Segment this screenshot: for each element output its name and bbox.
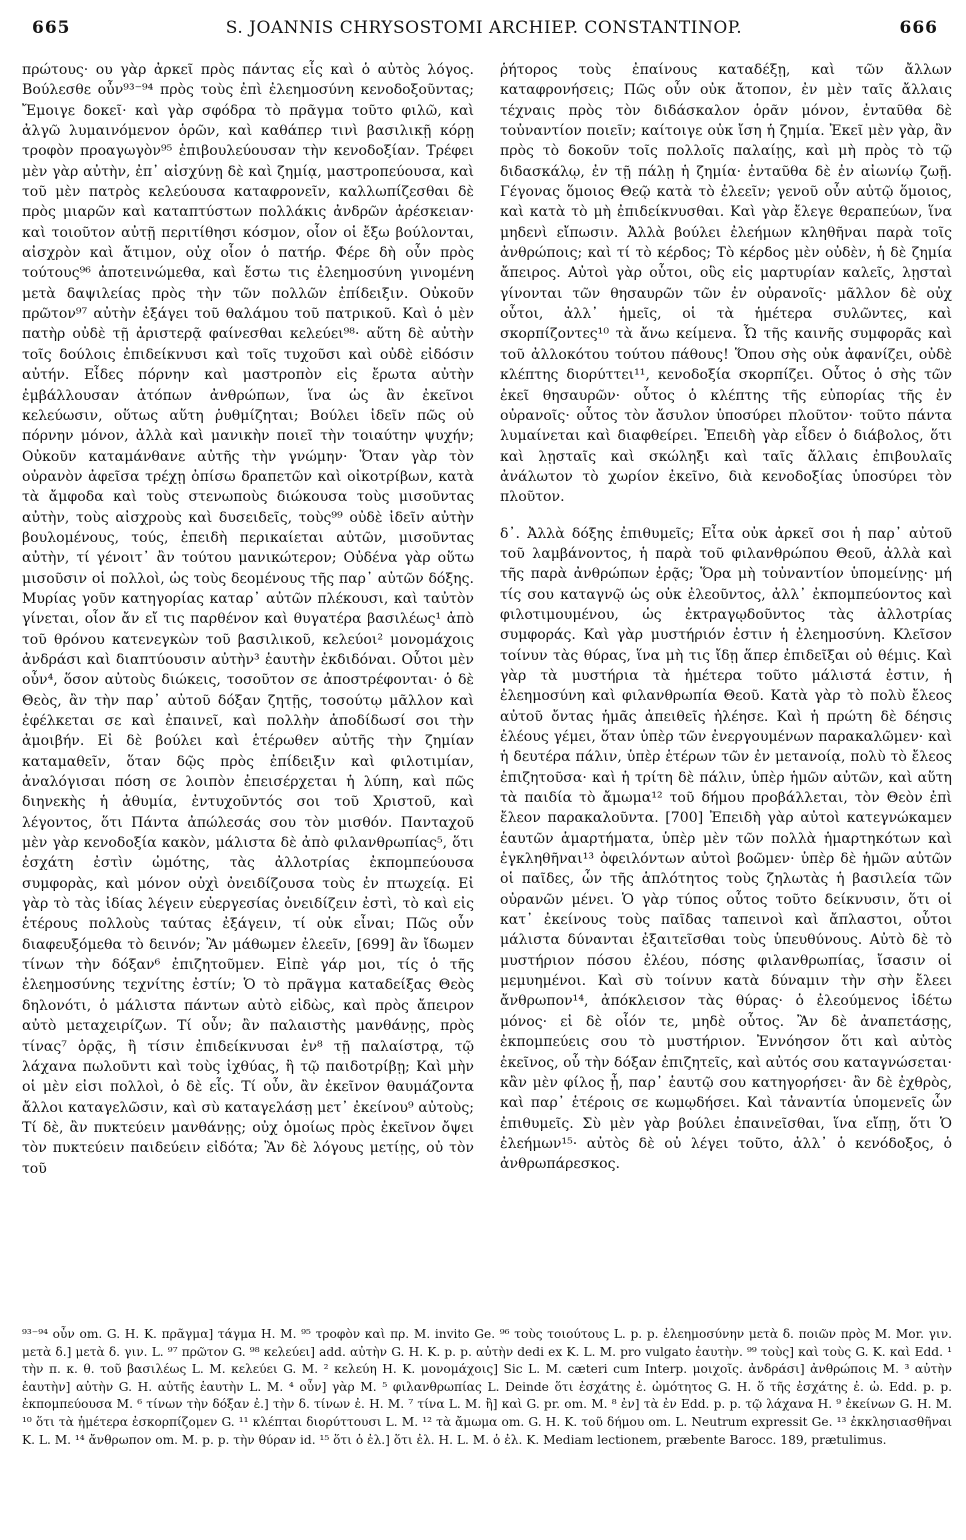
- page-number-left: 665: [32, 18, 71, 38]
- page-number-right: 666: [899, 18, 938, 38]
- running-title: S. JOANNIS CHRYSOSTOMI ARCHIEP. CONSTANTINOP.: [225, 18, 743, 38]
- paragraph: ῥήτορος τοὺς ἐπαίνους καταδέξῃ, καὶ τῶν ἄλλων καταφρονήσεις; Πῶς οὖν οὐκ ἄτοπον, ἐν μὲν ταῖς ἄλλαις τέχναις πρὸς τὸν διδάσκαλον ὁρᾶν μόνον, ἐνταῦθα δὲ τοὐναντίον ποιεῖν; καίτοιγε οὐκ ἴση ἡ ζημία. Ἐκεῖ μὲν γὰρ, ἂν πρὸς τὸ δοκοῦν τοῖς πολλοῖς παλαίῃς, καὶ μὴ πρὸς τὸ τῷ διδασκάλῳ, ἐν τῇ πάλῃ ἡ ζημία· ἐνταῦθα δὲ ἐν αἰωνίῳ ζωῇ. Γέγονας ὅμοιος Θεῷ κατὰ τὸ ἐλεεῖν; γενοῦ οὖν αὐτῷ ὅμοιος, καὶ κατὰ τὸ μὴ ἐπιδείκνυσθαι. Καὶ γὰρ ἔλεγε θεραπεύων, ἵνα μηδενὶ εἴπωσιν. Ἀλλὰ βούλει ἐλεήμων κληθῆναι παρὰ τοῖς ἀνθρώποις; καὶ τί τὸ κέρδος; Τὸ κέρδος μὲν οὐδὲν, ἡ δὲ ζημία ἄπειρος. Αὐτοὶ γὰρ οὗτοι, οὓς εἰς μαρτυρίαν καλεῖς, λῃσταὶ γίνονται τῶν θησαυρῶν τῶν ἐν οὐρανοῖς· μᾶλλον δὲ οὐχ οὗτοι, ἀλλ᾽ ἡμεῖς, οἱ τὰ ἡμέτερα συλῶντες, καὶ σκορπίζοντες¹⁰ τὰ ἄνω κείμενα. Ὦ τῆς καινῆς συμφορᾶς καὶ τοῦ ἀλλοκότου τούτου πάθους! Ὅπου σὴς οὐκ ἀφανίζει, οὐδὲ κλέπτης διορύττει¹¹, κενοδοξία σκορπίζει. Οὗτος ὁ σὴς τῶν ἐκεῖ θησαυρῶν· οὗτος ὁ κλέπτης τῆς εὐπορίας τῆς ἐν οὐρανοῖς· οὗτος τὸν ἄσυλον ὑποσύρει πλοῦτον· τοῦτο πάντα λυμαίνεται καὶ διαφθείρει. Ἐπειδὴ γὰρ εἶδεν ὁ διάβολος, ὅτι καὶ λῃσταῖς καὶ σκώληξι καὶ ταῖς ἄλλαις ἐπιβουλαῖς ἀνάλωτον τὸ χωρίον ἐκεῖνο, διὰ κενοδοξίας ὑποσύρει τὸν πλοῦτον.: [500, 62, 952, 506]
- footnotes: [22, 1326, 952, 1526]
- paragraph: πρώτους· ου γὰρ ἀρκεῖ πρὸς πάντας εἶς καὶ ὁ αὐτὸς λόγος. Βούλεσθε οὖν⁹³⁻⁹⁴ πρὸς τοὺς ἐπὶ ἐλεημοσύνη κενοδοξοῦντας; Ἔμοιγε δοκεῖ· καὶ γὰρ σφόδρα τὸ πρᾶγμα τοῦτο φιλῶ, καὶ ἀλγῶ λυμαινόμενον ὁρῶν, καὶ καθάπερ τινὶ βασιλικῇ κόρῃ τροφὸν προαγωγὸν⁹⁵ ἐπιβουλεύουσαν τὴν κενοδοξίαν. Τρέφει μὲν γὰρ αὐτὴν, ἐπ᾽ αἰσχύνῃ δὲ καὶ ζημίᾳ, μαστροπεύουσα, καὶ τοῦ μὲν πατρὸς κελεύουσα καταφρονεῖν, καλλωπίζεσθαι δὲ πρὸς μιαρῶν καὶ καταπτύστων πολλάκις ἀνδρῶν ἀρέσκειαν· καὶ τοιοῦτον αὐτῇ περιτίθησι κόσμον, οἷον οἱ ἔξω βούλονται, αἰσχρὸν καὶ ἄτιμον, οὐχ οἷον ὁ πατήρ. Φέρε δὴ οὖν πρὸς τούτους⁹⁶ ἀποτεινώμεθα, καὶ ἔστω τις ἐλεημοσύνη γινομένη μετὰ δαψιλείας πρὸς τὴν τῶν πολλῶν ἐπίδειξιν. Οὐκοῦν πρῶτον⁹⁷ αὐτὴν ἐξάγει τοῦ θαλάμου τοῦ πατρικοῦ. Καὶ ὁ μὲν πατὴρ οὐδὲ τῇ ἀριστερᾷ φαίνεσθαι κελεύει⁹⁸· αὕτη δὲ αὐτὴν τοῖς δούλοις ἐπιδείκνυσι καὶ τοῖς τυχοῦσι καὶ οὐδὲ εἰδόσιν αὐτήν. Εἶδες πόρνην καὶ μαστροπὸν εἰς ἔρωτα αὐτὴν ἐμβάλλουσαν ἀτόπων ἀνθρώπων, ἵνα ὡς ἂν ἐκεῖνοι κελεύωσιν, οὕτως αὕτη ῥυθμίζηται; Βούλει ἰδεῖν πῶς οὐ πόρνην μόνον, ἀλλὰ καὶ μανικὴν ποιεῖ τὴν τοιαύτην ψυχήν; Οὐκοῦν καταμάνθανε αὐτῆς τὴν γνώμην· Ὅταν γὰρ τὸν οὐρανὸν ἀφεῖσα τρέχῃ ὀπίσω δραπετῶν καὶ οἰκοτρίβων, κατὰ τὰ ἄμφοδα καὶ τοὺς στενωποὺς διώκουσα τοὺς μισοῦντας αὐτὴν, τοὺς αἰσχροὺς καὶ δυσειδεῖς, τοὺς⁹⁹ οὐδὲ ἰδεῖν αὐτὴν βουλομένους, τούς, ἐπειδὴ περικαίεται αὐτῶν, μισοῦντας αὐτὴν, τί γένοιτ᾽ ἂν τούτου μανικώτερον; Οὐδένα γὰρ οὕτω μισοῦσιν οἱ πολλοὶ, ὡς τοὺς δεομένους τῆς παρ᾽ αὐτῶν δόξης. Μυρίας γοῦν κατηγορίας καταρ᾽ αὐτῶν πλέκουσι, καὶ ταὐτὸν γίνεται, οἷον ἄν εἴ τις παρθένον καὶ θυγατέρα βασιλέως¹ ἀπὸ τοῦ θρόνου κατενεγκὼν τοῦ βασιλικοῦ, κελεύοι² μονομάχοις ἀνδράσι καὶ διαπτύουσιν αὐτὴν³ ἑαυτὴν ἐκδιδόναι. Οὗτοι μὲν οὖν⁴, ὅσον αὐτοὺς διώκεις, τοσοῦτον σε ἀποστρέφονται· ὁ δὲ Θεὸς, ἂν τὴν παρ᾽ αὐτοῦ δόξαν ζητῇς, τοσούτῳ μᾶλλον καὶ ἐφέλκεται σε καὶ ἐπαινεῖ, καὶ πολλὴν ἀποδίδωσί σοι τὴν ἀμοιβήν. Εἰ δὲ βούλει καὶ ἑτέρωθεν αὐτῆς τὴν ζημίαν καταμαθεῖν, ὅταν δῷς πρὸς ἐπίδειξιν καὶ φιλοτιμίαν, ἀναλόγισαι πόση σε λοιπὸν ἐπεισέρχεται ἡ λύπη, καὶ πῶς διηνεκὴς ἡ ἀθυμία, ἐντυχοῦντός σοι τοῦ Χριστοῦ, καὶ λέγοντος, ὅτι Πάντα ἀπώλεσάς σου τὸν μισθόν. Πανταχοῦ μὲν γὰρ κενοδοξία κακὸν, μάλιστα δὲ ἀπὸ φιλανθρωπίας⁵, ὅτι ἐσχάτη ἐστὶν ὠμότης, τὰς ἀλλοτρίας ἐκπομπεύουσα συμφορὰς, καὶ μόνον οὐχὶ ὀνειδίζουσα τοὺς ἐν πτωχείᾳ. Εἰ γὰρ τὸ τὰς ἰδίας λέγειν εὐεργεσίας ὀνειδίζειν ἐστὶ, τὸ καὶ εἰς ἑτέρους πολλοὺς ταύτας ἐξάγειν, τί οὐκ εἶναι; Πῶς οὖν διαφευξόμεθα τὸ δεινόν; Ἂν μάθωμεν ἐλεεῖν, [699] ἂν ἴδωμεν τίνων τὴν δόξαν⁶ ἐπιζητοῦμεν. Εἰπὲ γάρ μοι, τίς ὁ τῆς ἐλεημοσύνης τεχνίτης ἐστίν; Ὁ τὸ πρᾶγμα καταδείξας Θεὸς δηλονότι, ὁ μάλιστα πάντων αὐτὸ εἰδὼς, καὶ πρὸς ἄπειρον αὐτὸ μεταχειρίζων. Τί οὖν; ἂν παλαιστὴς μανθάνῃς, πρὸς τίνας⁷ ὁρᾷς, ἢ τίσιν ἐπιδείκνυσαι ἐν⁸ τῇ παλαίστρᾳ, τῷ λάχανα πωλοῦντι καὶ τοὺς ἰχθύας, ἢ τῷ παιδοτρίβῃ; Καὶ μὴν οἱ μὲν εἰσι πολλοὶ, ὁ δὲ εἷς. Τί οὖν, ἂν ἐκεῖνον θαυμάζοντα ἄλλοι καταγελῶσιν, καὶ σὺ καταγελάσῃ μετ᾽ ἐκείνου⁹ αὐτοὺς; Τί δὲ, ἂν πυκτεύειν μανθάνῃς; οὐχ ὁμοίως πρὸς ἐκεῖνον ὄψει τὸν πυκτεύειν παιδεύειν εἰδότα; Ἂν δὲ λόγους μετίῃς, οὐ τὸν τοῦ: [22, 62, 474, 1177]
- page-header: [20, 8, 948, 48]
- footnote-text: ⁹³⁻⁹⁴ οὖν om. G. H. K. πρᾶγμα] τάγμα H. M. ⁹⁵ τροφὸν καὶ πρ. M. invito Ge. ⁹⁶ τοὺς τοιούτους L. p. p. ἐλεημοσύνην μετὰ δ. ποιῶν πρὸς M. Mor. γιν. μετὰ δ.] μετὰ δ. γιν. L. ⁹⁷ πρῶτον G. ⁹⁸ κελεύει] add. αὐτὴν G. H. K. p. p. αὐτὴν dedi ex K. L. M. pro vulgato ἑαυτὴν. ⁹⁹ τοὺς] καὶ τοὺς G. K. καὶ Edd. ¹ τὴν π. κ. θ. τοῦ βασιλέως L. M. κελεύει G. M. ² κελεύη H. K. μονομάχοις] Sic L. M. cæteri cum Interp. μοιχοῖς. ἀνδράσι] ἀνθρώποις M. ³ αὐτὴν ἑαυτὴν] αὐτὴν G. H. αὐτῆς ἑαυτὴν L. M. ⁴ οὖν] γὰρ M. ⁵ φιλανθρωπίας L. Deinde ὅτι ἐσχάτης ἐ. ὠμότητος G. H. ὅ τῆς ἐσχάτης ἐ. ὠ. Edd. p. p. ἐκπομπεύουσα M. ⁶ τίνων τὴν δόξαν ἐ.] τὴν δ. τίνων ἐ. H. M. ⁷ τίνα L. M. ἢ] καὶ G. pr. om. M. ⁸ ἐν] τὰ ἐν Edd. p. p. τῷ λάχανα H. ⁹ ἐκείνων G. H. M. ¹⁰ ὅτι τὰ ἡμέτερα ἐσκορπίζομεν G. ¹¹ κλέπται διορύττουσι L. M. ¹² τὰ ἄμωμα om. G. H. K. τοῦ δήμου om. L. Neutrum expressit Ge. ¹³ ἐκκλησιασθῆναι K. L. M. ¹⁴ ἄνθρωπον om. M. p. p. τὴν θύραν id. ¹⁵ ὅτι ὁ ἐλ.] ὅτι ἐλ. H. L. M. ὁ ἐλ. K. Mediam lectionem, præbente Barocc. 189, prætulimus.: [22, 1327, 952, 1447]
- paragraph: δ᾽. Ἀλλὰ δόξης ἐπιθυμεῖς; Εἶτα οὐκ ἀρκεῖ σοι ἡ παρ᾽ αὐτοῦ τοῦ λαμβάνοντος, ἡ παρὰ τοῦ φιλανθρώπου Θεοῦ, ἀλλὰ καὶ τῆς παρὰ ἀνθρώπων ἐρᾷς; Ὅρα μὴ τοὐναντίον ὑπομείνῃς· μή τίς σου καταγνῷ ὡς οὐκ ἐλεοῦντος, ἀλλ᾽ ἐκπομπεύοντος καὶ φιλοτιμουμένου, ὡς ἐκτραγῳδοῦντος τὰς ἀλλοτρίας συμφοράς. Καὶ γὰρ μυστήριόν ἐστιν ἡ ἐλεημοσύνη. Κλεῖσον τοίνυν τὰς θύρας, ἵνα μὴ τις ἴδῃ ἅπερ ἐπιδεῖξαι οὐ θέμις. Καὶ γὰρ τὰ μυστήρια τὰ ἡμέτερα τοῦτο μάλιστά ἐστιν, ἡ ἐλεημοσύνη καὶ φιλανθρωπία Θεοῦ. Κατὰ γὰρ τὸ πολὺ ἔλεος αὐτοῦ ὄντας ἡμᾶς ἀπειθεῖς ἠλέησε. Καὶ ἡ πρώτη δὲ δέησις ἐλέους γέμει, ὅταν ὑπὲρ τῶν ἐνεργουμένων παρακαλῶμεν· καὶ ἡ δευτέρα πάλιν, ὑπὲρ ἑτέρων τῶν ἐν μετανοίᾳ, πολὺ τὸ ἔλεος ἐπιζητοῦσα· καὶ ἡ τρίτη δὲ πάλιν, ὑπὲρ ἡμῶν αὐτῶν, καὶ αὕτη τὰ παιδία τὸ ἄμωμα¹² τοῦ δήμου προβάλλεται, τὸν Θεὸν ἐπὶ ἔλεον παρακαλοῦντα. [700] Ἐπειδὴ γὰρ αὐτοὶ κατεγνώκαμεν ἑαυτῶν ἁμαρτήματα, ὑπὲρ μὲν τῶν πολλὰ ἡμαρτηκότων καὶ ἐγκληθῆναι¹³ ὀφειλόντων αὐτοὶ βοῶμεν· ὑπὲρ δὲ ἡμῶν αὐτῶν οἱ παῖδες, ὧν τῆς ἁπλότητος τοὺς ζηλωτὰς ἡ βασιλεία τῶν οὐρανῶν μένει. Ὁ γὰρ τύπος οὗτος τοῦτο δείκνυσιν, ὅτι οἱ κατ᾽ ἐκείνους τοὺς παῖδας ταπεινοὶ καὶ ἄπλαστοι, οὗτοι μάλιστα δύνανται ἐξαιτεῖσθαι τοὺς ὑπευθύνους. Αὐτὸ δὲ τὸ μυστήριον πόσου ἐλέου, πόσης φιλανθρωπίας, ἴσασιν οἱ μεμυημένοι. Καὶ σὺ τοίνυν κατὰ δύναμιν τὴν σὴν ἔλεει ἄνθρωπον¹⁴, ἀπόκλεισον τὰς θύρας· ὁ ἐλεούμενος ἰδέτω μόνος· εἰ δὲ οἷόν τε, μηδὲ οὗτος. Ἂν δὲ ἀναπετάσῃς, ἐκπομπεύεις σου τὸ μυστήριον. Ἐννόησον ὅτι καὶ αὐτὸς ἐκεῖνος, οὗ τὴν δόξαν ἐπιζητεῖς, καὶ αὐτός σου καταγνώσεται· κἂν μὲν φίλος ᾖ, παρ᾽ ἑαυτῷ σου κατηγορήσει· ἂν δὲ ἐχθρὸς, καὶ παρ᾽ ἑτέροις σε κωμῳδήσει. Καὶ τἀναντία ὑπομενεῖς ὧν ἐπιθυμεῖς. Σὺ μὲν γὰρ βούλει ἐπαινεῖσθαι, ἵνα εἴπῃ, ὅτι Ὁ ἐλεήμων¹⁵· αὐτὸς δὲ οὐ λέγει τοῦτο, ἀλλ᾽ ὁ κενόδοξος, ὁ ἀνθρωπάρεσκος.: [500, 525, 952, 1173]
- text-column-right: [500, 60, 952, 1220]
- text-column-left: [22, 60, 474, 1220]
